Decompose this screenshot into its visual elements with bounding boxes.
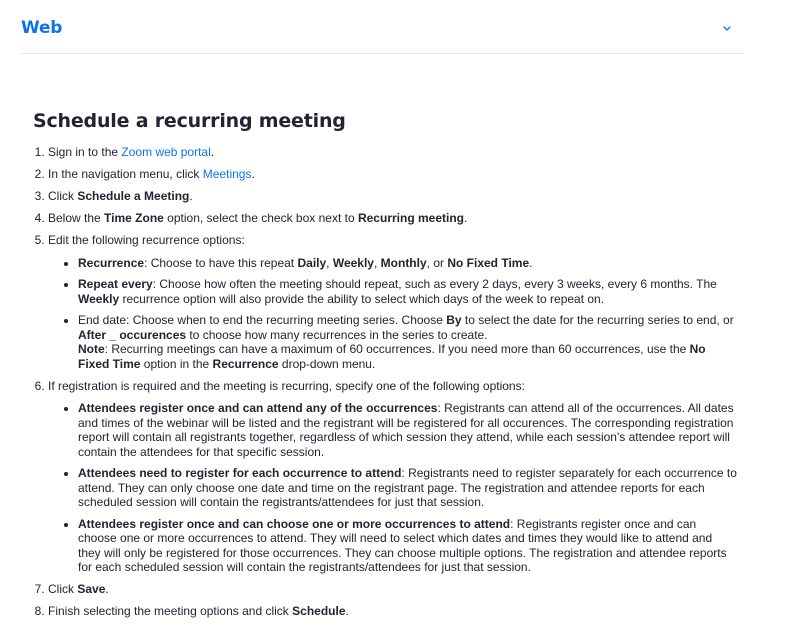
option-bold: Weekly bbox=[78, 291, 120, 306]
option-text: , or bbox=[426, 255, 448, 270]
step-text: If registration is required and the meeting is recurring, specify one of the following options: bbox=[48, 378, 525, 393]
note-label: Note bbox=[78, 342, 105, 356]
option-text: option in the bbox=[140, 356, 213, 371]
section-title: Schedule a recurring meeting bbox=[33, 110, 346, 132]
list-item bbox=[78, 313, 738, 371]
step-text: Click bbox=[48, 189, 78, 203]
option-text: : Choose how often the meeting should repeat, such as every 2 days, every 3 weeks, every 6 months. The bbox=[152, 277, 717, 291]
option-bold: Attendees register once and can attend any of the occurrences bbox=[78, 401, 438, 415]
option-bold: After _ occurences bbox=[78, 327, 187, 342]
step-bold: Recurring meeting bbox=[357, 211, 464, 225]
list-item bbox=[78, 517, 738, 575]
list-item bbox=[48, 189, 738, 204]
step-bold: Schedule a Meeting bbox=[77, 189, 190, 203]
list-item bbox=[48, 211, 738, 226]
step-text: . bbox=[345, 604, 349, 618]
step-text: . bbox=[105, 582, 109, 596]
step-text: option, select the check box next to bbox=[163, 211, 358, 225]
option-bold: Repeat every bbox=[78, 277, 153, 291]
list-item bbox=[78, 277, 738, 306]
option-bold: No Fixed Time bbox=[78, 342, 706, 371]
chevron-down-icon[interactable] bbox=[721, 21, 733, 31]
option-text: : Registrants need to register separately for each occurrence to attend. They can only choose one date and time on the registrant page. The registration and attendee reports for each scheduled session will contain the registrants/attendees for just that session. bbox=[78, 466, 737, 509]
accordion-header-web[interactable] bbox=[21, 14, 743, 54]
option-text: : Registrants can attend all of the occurrences. All dates and times of the webinar will be listed and the registrant will be registered for all occurences. The corresponding registration report will contain all registrants together, regardless of which session they attend, while each session's attendee report will contain the attendees for that specific session. bbox=[78, 401, 734, 459]
step-text: Edit the following recurrence options: bbox=[48, 233, 245, 247]
option-text: , bbox=[373, 255, 381, 270]
step-text: Below the bbox=[48, 211, 105, 225]
step-text: . bbox=[210, 145, 215, 159]
recurrence-options-list bbox=[48, 256, 738, 372]
step-text: Click bbox=[48, 582, 78, 596]
steps-list bbox=[33, 145, 738, 619]
step-text: . bbox=[251, 167, 255, 181]
option-bold: Attendees register once and can choose one or more occurrences to attend bbox=[78, 516, 511, 531]
option-bold: Weekly bbox=[332, 255, 374, 270]
list-item bbox=[78, 466, 738, 510]
step-text: . bbox=[464, 211, 468, 225]
accordion-title[interactable]: Web bbox=[21, 18, 63, 38]
list-item bbox=[48, 233, 738, 371]
list-item bbox=[48, 379, 738, 575]
list-item bbox=[48, 145, 738, 160]
option-bold: Daily bbox=[297, 255, 327, 270]
list-item bbox=[78, 401, 738, 459]
option-bold: No Fixed Time bbox=[447, 255, 530, 270]
option-text: . bbox=[529, 255, 533, 270]
option-bold: By bbox=[446, 313, 462, 327]
option-bold: Attendees need to register for each occurrence to attend bbox=[78, 466, 402, 480]
option-text: drop-down menu. bbox=[278, 356, 376, 371]
step-text: Sign in to the bbox=[48, 145, 122, 159]
option-text: to choose how many recurrences in the series to create. bbox=[186, 327, 488, 342]
option-bold: Recurrence bbox=[78, 255, 145, 270]
step-bold: Save bbox=[77, 582, 106, 596]
step-bold: Schedule bbox=[292, 604, 346, 618]
article-content bbox=[33, 108, 738, 626]
step-text: Finish selecting the meeting options and click bbox=[48, 604, 293, 618]
list-item bbox=[48, 604, 738, 619]
list-item bbox=[78, 256, 738, 271]
option-text: to select the date for the recurring series to end, or bbox=[461, 313, 734, 327]
step-text: In the navigation menu, click bbox=[48, 167, 203, 181]
option-text: , bbox=[326, 255, 333, 270]
option-text: : Recurring meetings can have a maximum of 60 occurrences. If you need more than 60 occurrences, use the bbox=[104, 342, 690, 356]
option-bold: Recurrence bbox=[212, 356, 279, 371]
option-text: : Registrants register once and can choose one or more occurrences to attend. They will need to select which dates and times they would like to attend and they will only be registered for those occurrences. They can choose multiple options. The registration and attendee reports for each scheduled session will contain the registrants/attendees for just that session. bbox=[78, 516, 727, 574]
option-text: : Choose to have this repeat bbox=[144, 255, 298, 270]
meetings-link[interactable]: Meetings bbox=[202, 167, 252, 181]
option-text: recurrence option will also provide the ability to select which days of the week to repeat on. bbox=[119, 291, 605, 306]
list-item bbox=[48, 582, 738, 597]
list-item bbox=[48, 167, 738, 182]
step-bold: Time Zone bbox=[104, 211, 164, 225]
option-bold: Monthly bbox=[380, 255, 427, 270]
option-text: End date: Choose when to end the recurring meeting series. Choose bbox=[78, 313, 447, 327]
registration-options-list bbox=[48, 401, 738, 575]
step-text: . bbox=[189, 189, 193, 203]
zoom-web-portal-link[interactable]: Zoom web portal bbox=[121, 145, 211, 159]
